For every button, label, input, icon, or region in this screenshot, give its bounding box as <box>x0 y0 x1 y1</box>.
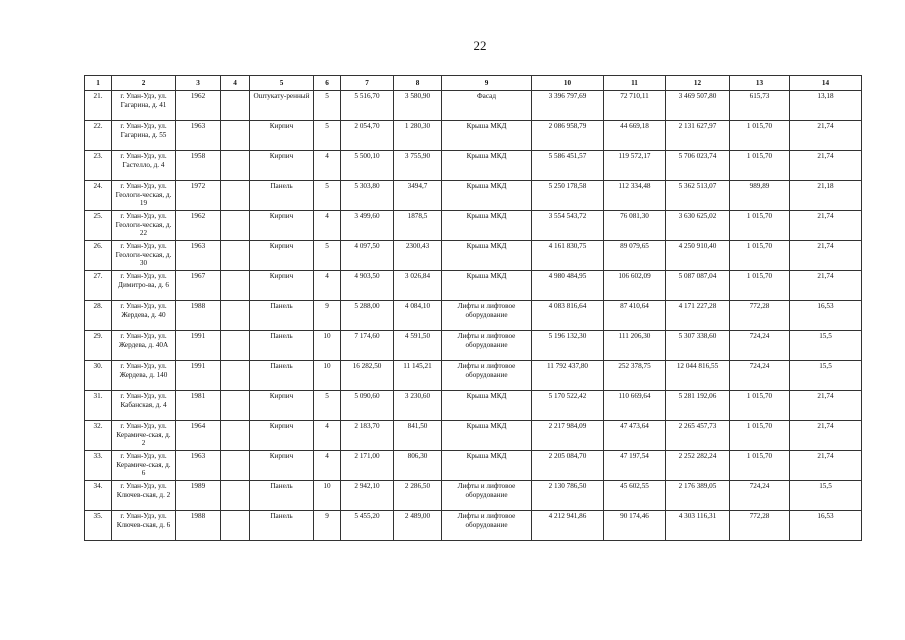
col-header: 11 <box>604 76 666 91</box>
cell-wall-material: Кирпич <box>250 421 314 451</box>
cell-wall-material: Кирпич <box>250 121 314 151</box>
cell-floors: 4 <box>314 211 341 241</box>
cell-row-number: 35. <box>85 511 112 541</box>
cell-unit-cost-month: 16,53 <box>790 511 862 541</box>
header-row <box>85 76 862 91</box>
cell-wall-material: Панель <box>250 481 314 511</box>
cell-address: г. Улан-Удэ, ул. Жердева, д. 40 <box>112 301 176 331</box>
cell-floors: 5 <box>314 121 341 151</box>
cell-col-4 <box>221 121 250 151</box>
cell-floors: 10 <box>314 331 341 361</box>
cell-cost-extra: 111 206,30 <box>604 331 666 361</box>
cell-total-area: 3 499,60 <box>341 211 394 241</box>
table-row <box>85 91 862 121</box>
cell-cost-total: 2 130 786,50 <box>532 481 604 511</box>
cell-living-area: 3 580,90 <box>394 91 442 121</box>
cell-row-number: 31. <box>85 391 112 421</box>
cell-unit-cost: 724,24 <box>730 361 790 391</box>
table-row <box>85 271 862 301</box>
cell-year-built: 1988 <box>176 301 221 331</box>
cell-year-built: 1991 <box>176 361 221 391</box>
cell-cost-extra: 90 174,46 <box>604 511 666 541</box>
table-row <box>85 481 862 511</box>
cell-cost-sum: 3 469 507,80 <box>666 91 730 121</box>
cell-cost-extra: 72 710,11 <box>604 91 666 121</box>
cell-year-built: 1964 <box>176 421 221 451</box>
cell-unit-cost-month: 21,74 <box>790 271 862 301</box>
cell-cost-sum: 2 252 282,24 <box>666 451 730 481</box>
cell-work-type: Крыша МКД <box>442 391 532 421</box>
cell-cost-sum: 3 630 625,02 <box>666 211 730 241</box>
table-row <box>85 121 862 151</box>
cell-address: г. Улан-Удэ, ул. Геологи-ческая, д. 22 <box>112 211 176 241</box>
cell-unit-cost: 615,73 <box>730 91 790 121</box>
cell-living-area: 2 286,50 <box>394 481 442 511</box>
table-row <box>85 181 862 211</box>
cell-cost-total: 3 396 797,69 <box>532 91 604 121</box>
cell-total-area: 5 500,10 <box>341 151 394 181</box>
cell-work-type: Лифты и лифтовое оборудование <box>442 481 532 511</box>
cell-year-built: 1958 <box>176 151 221 181</box>
cell-unit-cost-month: 15,5 <box>790 331 862 361</box>
col-header: 4 <box>221 76 250 91</box>
cell-row-number: 26. <box>85 241 112 271</box>
cell-address: г. Улан-Удэ, ул. Геологи-ческая, д. 19 <box>112 181 176 211</box>
cell-year-built: 1963 <box>176 121 221 151</box>
cell-cost-total: 5 170 522,42 <box>532 391 604 421</box>
cell-living-area: 4 084,10 <box>394 301 442 331</box>
cell-col-4 <box>221 211 250 241</box>
cell-col-4 <box>221 421 250 451</box>
table-row <box>85 511 862 541</box>
cell-wall-material: Кирпич <box>250 151 314 181</box>
cell-row-number: 28. <box>85 301 112 331</box>
table-row <box>85 301 862 331</box>
cell-unit-cost: 724,24 <box>730 331 790 361</box>
cell-work-type: Лифты и лифтовое оборудование <box>442 361 532 391</box>
cell-cost-sum: 5 087 087,04 <box>666 271 730 301</box>
cell-wall-material: Кирпич <box>250 271 314 301</box>
cell-unit-cost: 1 015,70 <box>730 151 790 181</box>
page-number: 22 <box>473 38 487 53</box>
cell-unit-cost-month: 21,74 <box>790 421 862 451</box>
cell-cost-extra: 106 602,09 <box>604 271 666 301</box>
cell-unit-cost-month: 21,74 <box>790 121 862 151</box>
cell-floors: 4 <box>314 271 341 301</box>
cell-unit-cost-month: 15,5 <box>790 361 862 391</box>
cell-unit-cost: 1 015,70 <box>730 451 790 481</box>
cell-unit-cost: 1 015,70 <box>730 271 790 301</box>
cell-unit-cost-month: 21,74 <box>790 151 862 181</box>
col-header: 10 <box>532 76 604 91</box>
table-row <box>85 421 862 451</box>
cell-year-built: 1963 <box>176 451 221 481</box>
cell-cost-extra: 44 669,18 <box>604 121 666 151</box>
cell-row-number: 30. <box>85 361 112 391</box>
cell-work-type: Крыша МКД <box>442 451 532 481</box>
col-header: 6 <box>314 76 341 91</box>
cell-work-type: Крыша МКД <box>442 271 532 301</box>
col-header: 12 <box>666 76 730 91</box>
cell-wall-material: Панель <box>250 331 314 361</box>
cell-cost-total: 11 792 437,80 <box>532 361 604 391</box>
cell-work-type: Лифты и лифтовое оборудование <box>442 331 532 361</box>
cell-address: г. Улан-Удэ, ул. Керамиче-ская, д. 6 <box>112 451 176 481</box>
cell-floors: 4 <box>314 451 341 481</box>
cell-total-area: 16 282,50 <box>341 361 394 391</box>
cell-wall-material: Кирпич <box>250 451 314 481</box>
cell-col-4 <box>221 481 250 511</box>
cell-col-4 <box>221 181 250 211</box>
cell-col-4 <box>221 511 250 541</box>
col-header: 3 <box>176 76 221 91</box>
cell-year-built: 1989 <box>176 481 221 511</box>
col-header: 1 <box>85 76 112 91</box>
cell-address: г. Улан-Удэ, ул. Ключев-ская, д. 6 <box>112 511 176 541</box>
cell-wall-material: Кирпич <box>250 241 314 271</box>
cell-living-area: 1 280,30 <box>394 121 442 151</box>
cell-unit-cost-month: 21,18 <box>790 181 862 211</box>
table-row <box>85 151 862 181</box>
cell-cost-sum: 5 362 513,07 <box>666 181 730 211</box>
cell-living-area: 1878,5 <box>394 211 442 241</box>
cell-cost-total: 4 161 830,75 <box>532 241 604 271</box>
cell-cost-extra: 110 669,64 <box>604 391 666 421</box>
cell-living-area: 2300,43 <box>394 241 442 271</box>
cell-address: г. Улан-Удэ, ул. Керамиче-ская, д. 2 <box>112 421 176 451</box>
cell-living-area: 2 489,00 <box>394 511 442 541</box>
table-row <box>85 391 862 421</box>
cell-unit-cost: 1 015,70 <box>730 211 790 241</box>
cell-cost-extra: 87 410,64 <box>604 301 666 331</box>
cell-floors: 5 <box>314 241 341 271</box>
cell-work-type: Крыша МКД <box>442 151 532 181</box>
cell-address: г. Улан-Удэ, ул. Гастелло, д. 4 <box>112 151 176 181</box>
cell-living-area: 11 145,21 <box>394 361 442 391</box>
cell-row-number: 34. <box>85 481 112 511</box>
cell-total-area: 2 183,70 <box>341 421 394 451</box>
cell-floors: 5 <box>314 391 341 421</box>
cell-row-number: 29. <box>85 331 112 361</box>
cell-row-number: 21. <box>85 91 112 121</box>
cell-floors: 9 <box>314 511 341 541</box>
cell-cost-sum: 4 250 910,40 <box>666 241 730 271</box>
col-header: 9 <box>442 76 532 91</box>
cell-year-built: 1962 <box>176 211 221 241</box>
cell-address: г. Улан-Удэ, ул. Геологи-ческая, д. 30 <box>112 241 176 271</box>
cell-cost-sum: 12 044 816,55 <box>666 361 730 391</box>
cell-col-4 <box>221 91 250 121</box>
cell-work-type: Крыша МКД <box>442 121 532 151</box>
cell-row-number: 27. <box>85 271 112 301</box>
cell-unit-cost: 1 015,70 <box>730 121 790 151</box>
cell-total-area: 2 054,70 <box>341 121 394 151</box>
cell-cost-sum: 5 706 023,74 <box>666 151 730 181</box>
cell-row-number: 24. <box>85 181 112 211</box>
cell-col-4 <box>221 271 250 301</box>
cell-wall-material: Панель <box>250 361 314 391</box>
cell-total-area: 5 288,00 <box>341 301 394 331</box>
col-header: 5 <box>250 76 314 91</box>
cell-total-area: 5 090,60 <box>341 391 394 421</box>
cell-col-4 <box>221 331 250 361</box>
cell-col-4 <box>221 391 250 421</box>
cell-unit-cost-month: 13,18 <box>790 91 862 121</box>
cell-total-area: 7 174,60 <box>341 331 394 361</box>
cell-cost-sum: 2 265 457,73 <box>666 421 730 451</box>
col-header: 13 <box>730 76 790 91</box>
cell-cost-total: 2 205 084,70 <box>532 451 604 481</box>
cell-col-4 <box>221 361 250 391</box>
cell-unit-cost: 724,24 <box>730 481 790 511</box>
cell-year-built: 1967 <box>176 271 221 301</box>
cell-total-area: 4 097,50 <box>341 241 394 271</box>
cell-floors: 5 <box>314 181 341 211</box>
cell-cost-extra: 47 473,64 <box>604 421 666 451</box>
cell-address: г. Улан-Удэ, ул. Жердева, д. 40А <box>112 331 176 361</box>
cell-cost-extra: 112 334,48 <box>604 181 666 211</box>
cell-wall-material: Кирпич <box>250 211 314 241</box>
cell-address: г. Улан-Удэ, ул. Ключев-ская, д. 2 <box>112 481 176 511</box>
cell-total-area: 5 516,70 <box>341 91 394 121</box>
cell-living-area: 4 591,50 <box>394 331 442 361</box>
cell-floors: 9 <box>314 301 341 331</box>
cell-work-type: Крыша МКД <box>442 241 532 271</box>
cell-year-built: 1988 <box>176 511 221 541</box>
cell-wall-material: Панель <box>250 181 314 211</box>
cell-cost-total: 4 212 941,86 <box>532 511 604 541</box>
cell-cost-sum: 5 281 192,06 <box>666 391 730 421</box>
cell-year-built: 1962 <box>176 91 221 121</box>
cell-cost-total: 5 196 132,30 <box>532 331 604 361</box>
cell-col-4 <box>221 241 250 271</box>
cell-wall-material: Панель <box>250 301 314 331</box>
cell-floors: 4 <box>314 421 341 451</box>
cell-row-number: 33. <box>85 451 112 481</box>
cell-address: г. Улан-Удэ, ул. Гагарина, д. 41 <box>112 91 176 121</box>
cell-address: г. Улан-Удэ, ул. Гагарина, д. 55 <box>112 121 176 151</box>
cell-unit-cost: 989,89 <box>730 181 790 211</box>
table-body <box>85 91 862 541</box>
table-row <box>85 241 862 271</box>
cell-cost-extra: 119 572,17 <box>604 151 666 181</box>
cell-cost-total: 3 554 543,72 <box>532 211 604 241</box>
table-row <box>85 361 862 391</box>
cell-wall-material: Оштукату-ренный <box>250 91 314 121</box>
cell-year-built: 1972 <box>176 181 221 211</box>
cell-wall-material: Панель <box>250 511 314 541</box>
cell-cost-extra: 47 197,54 <box>604 451 666 481</box>
cell-unit-cost: 1 015,70 <box>730 241 790 271</box>
cell-cost-total: 4 980 484,95 <box>532 271 604 301</box>
cell-cost-extra: 76 081,30 <box>604 211 666 241</box>
cell-work-type: Крыша МКД <box>442 421 532 451</box>
cell-cost-sum: 2 176 389,05 <box>666 481 730 511</box>
cell-unit-cost-month: 21,74 <box>790 211 862 241</box>
cell-cost-extra: 89 079,65 <box>604 241 666 271</box>
cell-work-type: Крыша МКД <box>442 211 532 241</box>
cell-floors: 4 <box>314 151 341 181</box>
cell-floors: 10 <box>314 481 341 511</box>
cell-cost-sum: 5 307 338,60 <box>666 331 730 361</box>
table-row <box>85 331 862 361</box>
cell-wall-material: Кирпич <box>250 391 314 421</box>
cell-total-area: 2 171,00 <box>341 451 394 481</box>
col-header: 2 <box>112 76 176 91</box>
cell-cost-sum: 4 171 227,28 <box>666 301 730 331</box>
cell-living-area: 3 230,60 <box>394 391 442 421</box>
cell-unit-cost-month: 21,74 <box>790 451 862 481</box>
cell-cost-total: 5 250 178,58 <box>532 181 604 211</box>
cell-cost-total: 4 083 816,64 <box>532 301 604 331</box>
cell-cost-sum: 2 131 627,97 <box>666 121 730 151</box>
cell-living-area: 806,30 <box>394 451 442 481</box>
cell-address: г. Улан-Удэ, ул. Жердева, д. 140 <box>112 361 176 391</box>
cell-living-area: 3 026,84 <box>394 271 442 301</box>
cell-col-4 <box>221 451 250 481</box>
cell-total-area: 5 303,80 <box>341 181 394 211</box>
col-header: 14 <box>790 76 862 91</box>
cell-row-number: 25. <box>85 211 112 241</box>
cell-address: г. Улан-Удэ, ул. Димитро-ва, д. 6 <box>112 271 176 301</box>
cell-total-area: 2 942,10 <box>341 481 394 511</box>
cell-living-area: 841,50 <box>394 421 442 451</box>
cell-unit-cost-month: 21,74 <box>790 241 862 271</box>
cell-cost-extra: 252 378,75 <box>604 361 666 391</box>
cell-unit-cost: 1 015,70 <box>730 421 790 451</box>
cell-unit-cost: 772,28 <box>730 511 790 541</box>
cell-work-type: Лифты и лифтовое оборудование <box>442 301 532 331</box>
cell-cost-total: 5 586 451,57 <box>532 151 604 181</box>
cell-cost-total: 2 217 984,09 <box>532 421 604 451</box>
cell-year-built: 1991 <box>176 331 221 361</box>
cell-year-built: 1981 <box>176 391 221 421</box>
cell-cost-total: 2 086 958,79 <box>532 121 604 151</box>
cell-unit-cost-month: 16,53 <box>790 301 862 331</box>
col-header: 7 <box>341 76 394 91</box>
table-row <box>85 211 862 241</box>
cell-work-type: Лифты и лифтовое оборудование <box>442 511 532 541</box>
cell-row-number: 23. <box>85 151 112 181</box>
housing-repair-table <box>84 75 862 541</box>
cell-row-number: 22. <box>85 121 112 151</box>
cell-total-area: 4 903,50 <box>341 271 394 301</box>
cell-cost-sum: 4 303 116,31 <box>666 511 730 541</box>
cell-cost-extra: 45 602,55 <box>604 481 666 511</box>
cell-address: г. Улан-Удэ, ул. Кабанская, д. 4 <box>112 391 176 421</box>
cell-floors: 10 <box>314 361 341 391</box>
cell-unit-cost-month: 15,5 <box>790 481 862 511</box>
cell-floors: 5 <box>314 91 341 121</box>
cell-unit-cost: 1 015,70 <box>730 391 790 421</box>
cell-row-number: 32. <box>85 421 112 451</box>
cell-total-area: 5 455,20 <box>341 511 394 541</box>
cell-living-area: 3 755,90 <box>394 151 442 181</box>
table-row <box>85 451 862 481</box>
cell-unit-cost: 772,28 <box>730 301 790 331</box>
cell-year-built: 1963 <box>176 241 221 271</box>
cell-unit-cost-month: 21,74 <box>790 391 862 421</box>
col-header: 8 <box>394 76 442 91</box>
cell-work-type: Фасад <box>442 91 532 121</box>
cell-col-4 <box>221 151 250 181</box>
cell-work-type: Крыша МКД <box>442 181 532 211</box>
cell-living-area: 3494,7 <box>394 181 442 211</box>
cell-col-4 <box>221 301 250 331</box>
